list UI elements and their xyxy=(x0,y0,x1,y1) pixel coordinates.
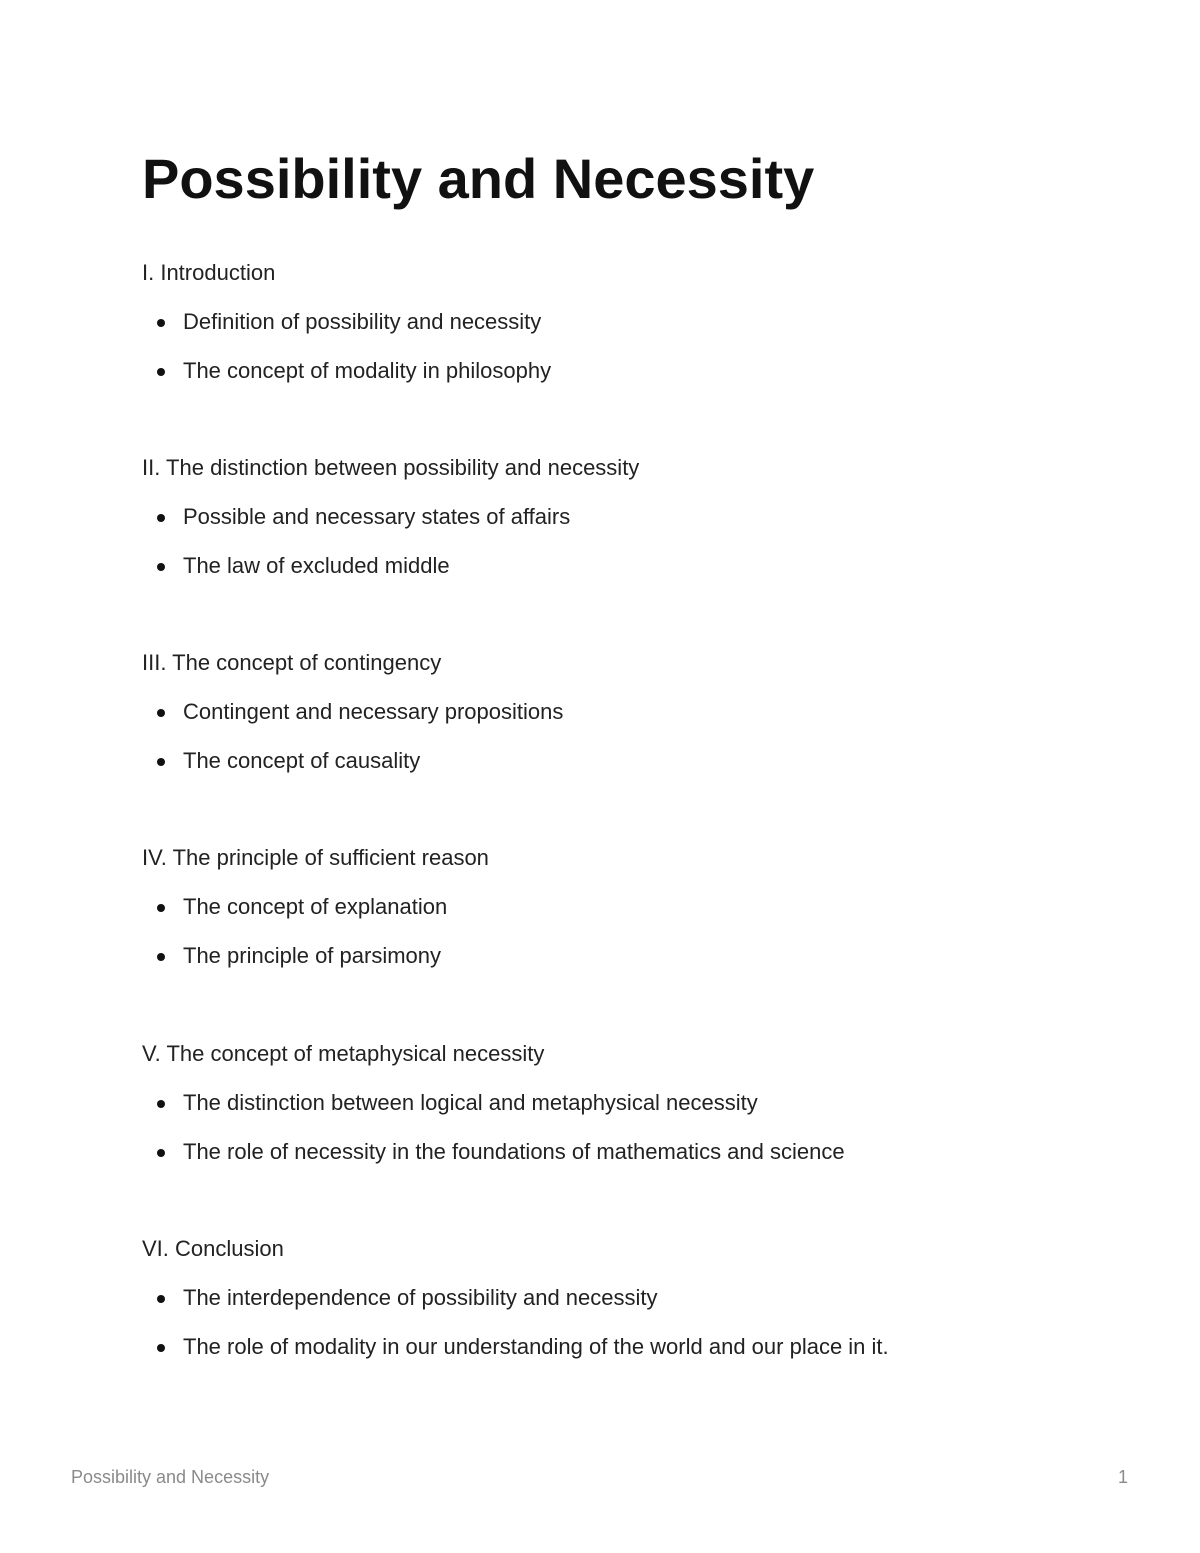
section-heading: I. Introduction xyxy=(142,260,276,285)
bullet-list xyxy=(142,304,1122,389)
list-item xyxy=(142,1134,1122,1170)
list-item-text: The law of excluded middle xyxy=(183,553,450,578)
bullet-icon xyxy=(157,1295,165,1303)
list-item xyxy=(142,1085,1122,1121)
list-item-text: The distinction between logical and metaphysical necessity xyxy=(183,1090,758,1115)
bullet-icon xyxy=(157,319,165,327)
list-item xyxy=(142,353,1122,389)
list-item-text: The role of necessity in the foundations of mathematics and science xyxy=(183,1139,845,1164)
page-number: 1 xyxy=(1117,1467,1128,1487)
list-item-text: The concept of causality xyxy=(183,748,421,773)
list-item xyxy=(142,938,1122,974)
list-item-text: The interdependence of possibility and necessity xyxy=(183,1285,658,1310)
list-item-text: The concept of modality in philosophy xyxy=(183,358,552,383)
section-heading: IV. The principle of sufficient reason xyxy=(142,845,489,870)
section-heading: V. The concept of metaphysical necessity xyxy=(142,1041,545,1066)
page-title: Possibility and Necessity xyxy=(142,147,815,210)
section-heading: VI. Conclusion xyxy=(142,1236,284,1261)
bullet-list xyxy=(142,889,1122,974)
section-metaphysical-necessity xyxy=(142,1036,1122,1170)
list-item-text: The concept of explanation xyxy=(183,894,448,919)
list-item xyxy=(142,743,1122,779)
section-sufficient-reason xyxy=(142,840,1122,974)
footer-title: Possibility and Necessity xyxy=(71,1467,270,1487)
list-item xyxy=(142,889,1122,925)
section-heading: III. The concept of contingency xyxy=(142,650,442,675)
section-distinction xyxy=(142,450,1122,584)
section-conclusion xyxy=(142,1231,1122,1365)
bullet-icon xyxy=(157,563,165,571)
bullet-list xyxy=(142,499,1122,584)
bullet-icon xyxy=(157,1149,165,1157)
list-item-text: Definition of possibility and necessity xyxy=(183,309,542,334)
list-item-text: The principle of parsimony xyxy=(183,943,442,968)
list-item-text: The role of modality in our understanding of the world and our place in it. xyxy=(183,1334,889,1359)
list-item xyxy=(142,1280,1122,1316)
list-item xyxy=(142,694,1122,730)
bullet-icon xyxy=(157,904,165,912)
bullet-icon xyxy=(157,368,165,376)
bullet-list xyxy=(142,1280,1122,1365)
bullet-icon xyxy=(157,1100,165,1108)
list-item-text: Possible and necessary states of affairs xyxy=(183,504,571,529)
section-heading: II. The distinction between possibility and necessity xyxy=(142,455,640,480)
list-item xyxy=(142,548,1122,584)
list-item-text: Contingent and necessary propositions xyxy=(183,699,564,724)
bullet-list xyxy=(142,694,1122,779)
bullet-icon xyxy=(157,514,165,522)
bullet-list xyxy=(142,1085,1122,1170)
section-introduction xyxy=(142,255,1122,389)
bullet-icon xyxy=(157,758,165,766)
list-item xyxy=(142,304,1122,340)
bullet-icon xyxy=(157,953,165,961)
bullet-icon xyxy=(157,1344,165,1352)
bullet-icon xyxy=(157,709,165,717)
list-item xyxy=(142,1329,1122,1365)
section-contingency xyxy=(142,645,1122,779)
list-item xyxy=(142,499,1122,535)
